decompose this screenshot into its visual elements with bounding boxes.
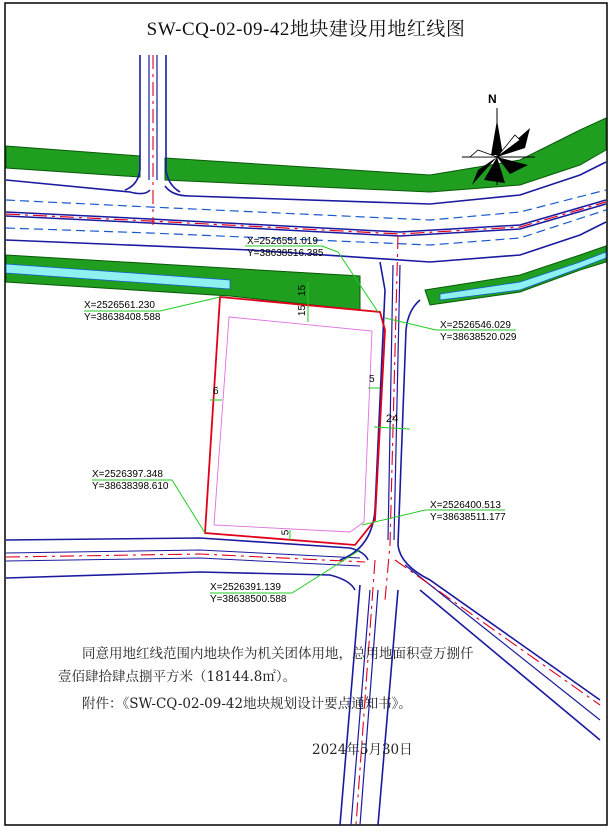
dim-label-24: 24 — [386, 413, 399, 425]
point-5-x: X=2526400.513 — [430, 500, 501, 511]
south-ew-road-south-edge — [6, 572, 355, 590]
north-label: N — [488, 92, 497, 106]
se-road-south-edge — [420, 590, 600, 740]
point-3-y: Y=38638520.029 — [440, 332, 517, 343]
approval-date: 2024年5月30日 — [312, 742, 413, 758]
dim-label-6: 6 — [213, 386, 219, 397]
map-title: SW-CQ-02-09-42地块建设用地红线图 — [146, 19, 466, 40]
green-belt-northeast — [165, 118, 606, 192]
point-1-label — [247, 236, 323, 260]
building-setback-line — [214, 317, 372, 532]
point-5-y: Y=38638511.177 — [430, 512, 506, 523]
point-2-x: X=2526561.230 — [84, 300, 155, 311]
lane-line-1 — [6, 190, 606, 220]
dim-label-15-b: 15 — [297, 304, 309, 317]
point-4-y: Y=38638398.610 — [92, 481, 169, 492]
point-5-label — [430, 500, 506, 524]
approval-note-line-1: 同意用地红线范围内地块作为机关团体用地，总用地面积壹万捌仟 — [82, 646, 474, 662]
point-6-label — [210, 582, 286, 606]
south-ew-road-median — [6, 550, 360, 566]
point-6-y: Y=38638500.588 — [210, 594, 287, 605]
point-4-label — [92, 469, 168, 493]
green-belt-northwest — [6, 146, 140, 177]
point-6-x: X=2526391.139 — [210, 582, 281, 593]
site-red-boundary — [205, 297, 385, 545]
point-3-x: X=2526546.029 — [440, 320, 511, 331]
attachment-note: 附件：《SW-CQ-02-09-42地块规划设计要点通知书》。 — [82, 696, 412, 712]
point-3-label — [440, 320, 516, 344]
point-2-label — [84, 300, 160, 324]
dim-label-5-right: 5 — [369, 374, 375, 385]
dim-label-15-a: 15 — [297, 284, 309, 297]
road-edge-north-west — [6, 180, 150, 194]
point-1-x: X=2526551.019 — [247, 236, 318, 247]
point-2-y: Y=38638408.588 — [84, 312, 161, 323]
point-4-x: X=2526397.348 — [92, 469, 163, 480]
se-road-center-line — [395, 560, 600, 705]
point-1-y: Y=38638516.385 — [247, 248, 324, 259]
approval-note-line-2: 壹佰肆拾肆点捌平方米（18144.8㎡）。 — [58, 669, 297, 685]
dim-label-5-bottom: 5 — [280, 529, 292, 536]
